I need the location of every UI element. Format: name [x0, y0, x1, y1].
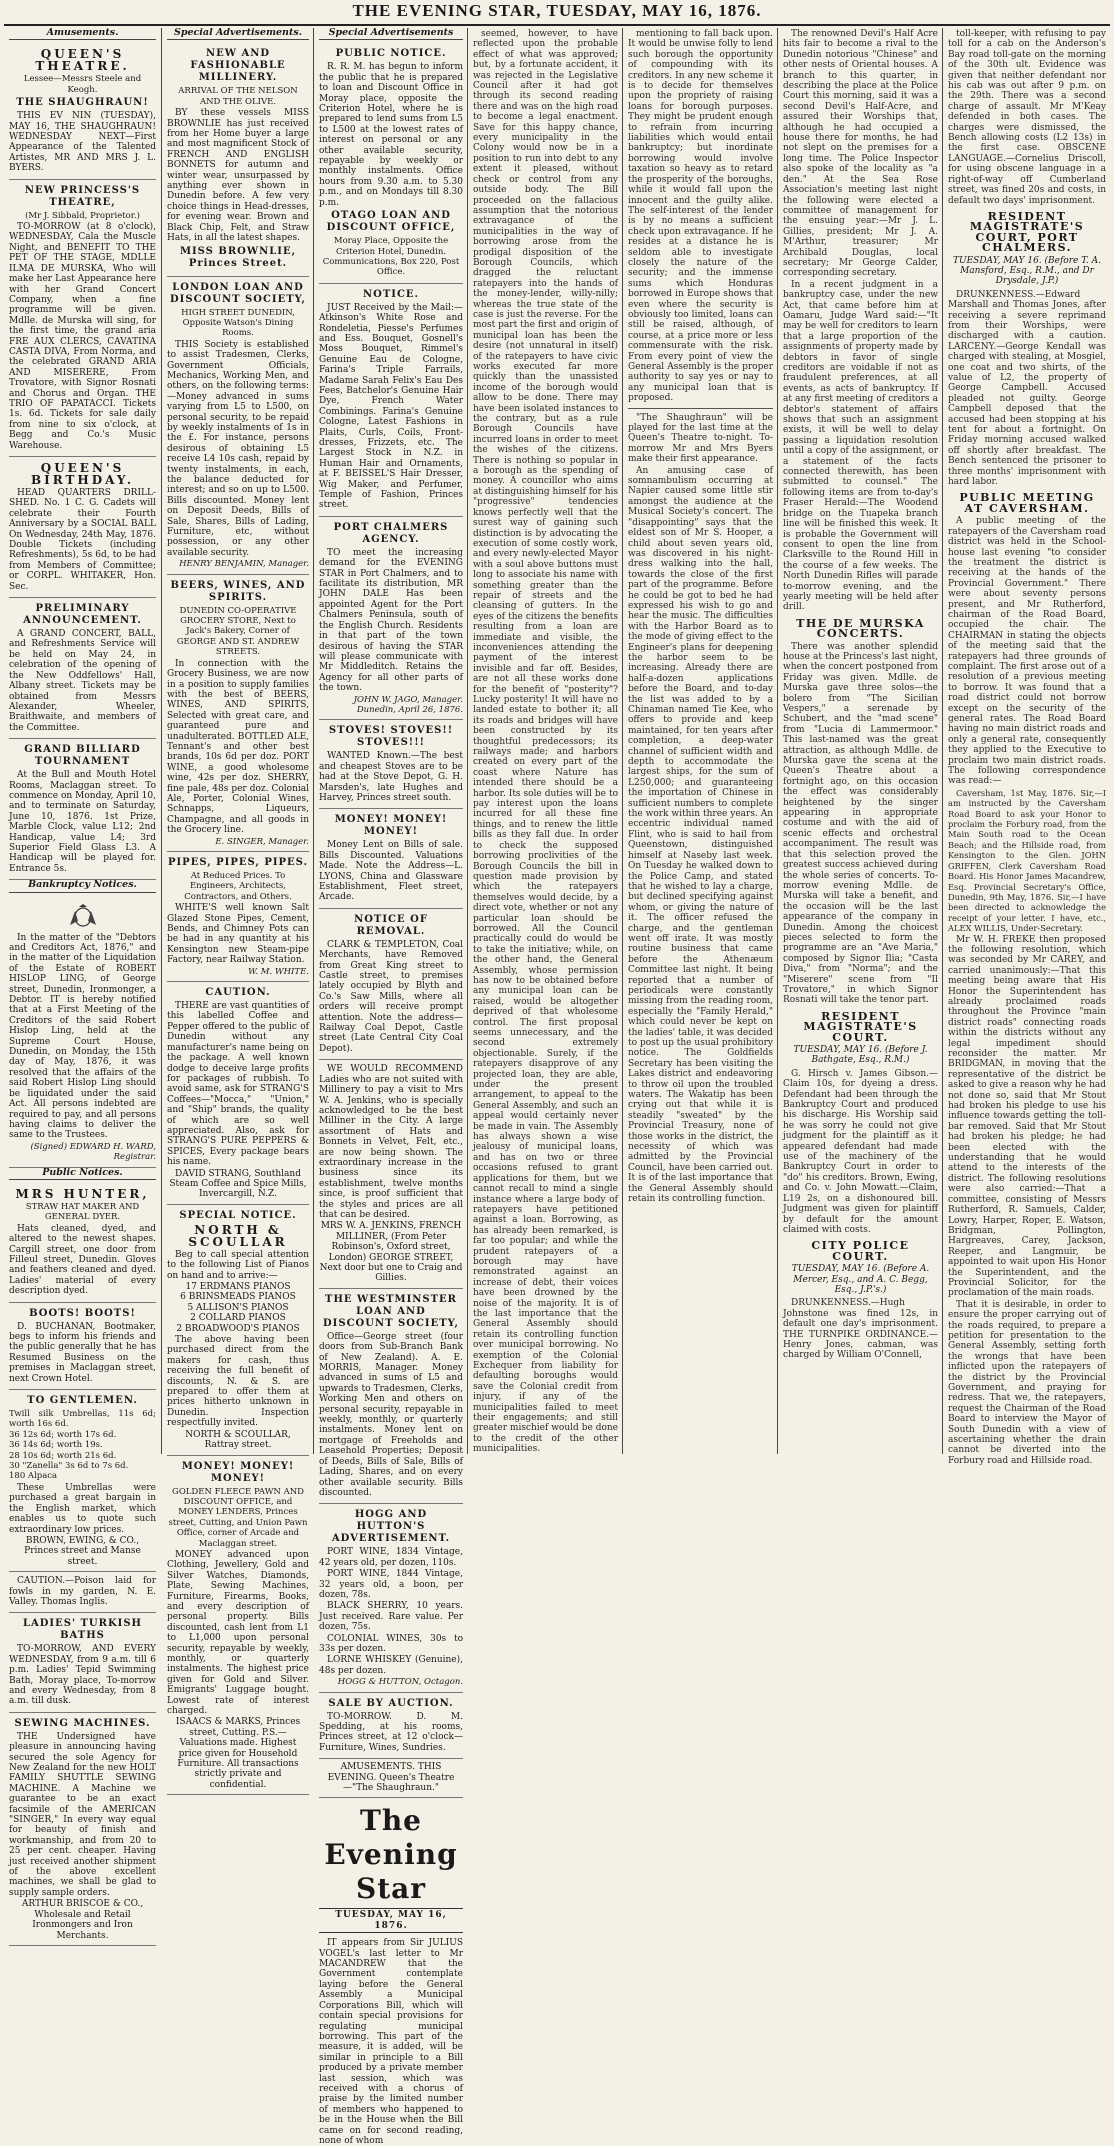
column-6 — [777, 28, 943, 1454]
ad-westminster-loan — [319, 1289, 463, 1505]
ad-body: TO meet the increasing demand for the EVENING STAR in Port Chalmers, and to facilitate its distribution, MR JOHN DALE Has been appointed Agent for the Port Chalmers Peninsula, south of the English Church. Residents in that part of the town desirous of having the STAR will please communicate with Mr Middleditch. Retains the Agency for all other parts of the town. — [319, 547, 463, 694]
ad-beers-wines — [167, 575, 309, 852]
piano-item: 6 BRINSMEADS PIANOS — [180, 1292, 296, 1303]
ad-body: WE WOULD RECOMMEND Ladies who are not suited with Millinery to pay a visit to Mrs W. A. Jenkins, who is specially acknowledged to be the best Milliner in the City. A large assortment of Hats and Bonnets in Velvet, Felt, etc., are now being shown. The extraordinary increase in the business since its establishment, twelve months since, is proof sufficient that the styles and prices are all that can be desired. — [319, 1064, 463, 1220]
piano-item: 2 COLLARD PIANOS — [190, 1313, 286, 1324]
article-heading-de-murska: THE DE MURSKA CONCERTS. — [796, 616, 925, 641]
ad-body: R. R. M. has begun to inform the public that he is prepared to loan and Discount Office in Moray place, opposite the Criterion Hotel, where he is prepared to lend sums from L5 to L500 at the lowest rates of interest on personal or any other available security, repayable by weekly or monthly instalments. Office hours from 9.30 a.m. to 5.30 p.m., and on Mondays till 8.30 p.m. — [319, 62, 463, 208]
column-3 — [313, 27, 468, 2146]
ad-signature: ARTHUR BRISCOE & CO., Wholesale and Retail Ironmongers and Iron Merchants. — [21, 1899, 144, 1941]
masthead-rule — [4, 24, 1110, 26]
ad-title: BOOTS! BOOTS! — [29, 1307, 136, 1319]
price-row: 180 Alpaca — [9, 1471, 58, 1482]
ad-body: THIS Society is established to assist Tradesmen, Clerks, Government Officials, Mechanics, Working Men, and others, on the following terms:—Money advanced in sums varying from L5 to L500, on personal security, to be repaid by weekly instalments of 1s in the £. For instance, persons desirous of obtaining L5 receive L4 10s cash, repaid by twenty instalments, in each, the balance deducted for interest; and so on up to L500. Bills discounted. Money lent on Deposit Deeds, Bills of Sale, Shares, Bills of Lading, Furniture, etc, without possession, or any other available security. — [167, 339, 309, 558]
article-heading-police-court: CITY POLICE COURT. — [811, 1239, 910, 1263]
ad-body: WANTED Known.—The best and cheapest Stoves are to be had at the Stove Depot, G. H. Marsden's, late Hughes and Harvey, Princes street south. — [319, 751, 463, 803]
ad-body: Hats cleaned, dyed, and altered to the newest shapes. Cargill street, one door from Filleul street, Dunedin. Gloves and feathers cleaned and dyed. Ladies' material of every description dyed. — [9, 1223, 156, 1297]
ad-body: MONEY advanced upon Clothing, Jewellery, Gold and Silver Watches, Diamonds, Plate, Sewing Machines, Furniture, Firearms, Books, and every description of personal property. Bills discounted, cash lent from L1 to L1,000 upon personal security, repayable by weekly, monthly, or quarterly instalments. The highest price given for Gold and Silver. Emigrants' Luggage bought. Lowest rate of interest charged. — [167, 1549, 309, 1717]
column-7 — [942, 28, 1111, 1466]
ad-sewing-machines — [9, 1713, 156, 1946]
article-heading-port-chalmers-court: RESIDENT MAGISTRATE'S COURT, PORT CHALMERS. — [969, 209, 1085, 255]
price-row: 28 10s 6d; worth 21s 6d. — [9, 1450, 117, 1461]
ad-subtitle: DUNEDIN CO-OPERATIVE GROCERY STORE, Next to Jack's Bakery, Corner of GEORGE AND ST. ANDREW STREETS. — [176, 605, 300, 658]
ad-signature: (Signed) EDWARD H. WARD, Registrar. — [30, 1141, 156, 1163]
ad-title: MONEY! MONEY! MONEY! — [181, 1460, 295, 1484]
column-4 — [467, 28, 623, 1454]
ad-signature: E. SINGER, Manager. — [215, 836, 309, 847]
ad-buchanan-boots — [9, 1303, 156, 1390]
ad-body: The above having been purchased direct from the makers for cash, thus receiving the full benefit of discounts, N. & S. are prepared to offer them at prices hitherto unknown in Dunedin. Inspection respectfully invited. — [167, 1335, 309, 1429]
article-caversham-meeting: A public meeting of the ratepayers of the Caversham road district was held in the School-house last evening "to consider the treatment the district is receiving at the hands of the Provincial Government." There were about seventy persons present, and Mr Rutherford, chairman of the Road Board, occupied the chair. The CHAIRMAN in stating the objects of the meeting said that the ratepayers had three grounds of complaint. The first arose out of a resolution of a previous meeting to borrow. It was found that a road district could not borrow except on the security of the general rates. The Road Board having no main district roads and only a general rate, consequently they applied to the Executive to proclaim two main district roads. The following correspondence was read:— — [948, 516, 1106, 787]
ad-title: PORT CHALMERS AGENCY. — [333, 521, 449, 545]
newspaper-nameplate: The Evening Star — [324, 1804, 458, 1906]
ad-body: TO-MORROW. D. M. Spedding, at his rooms, Princes street, at 12 o'clock—Furniture, Wines, Sundries. — [319, 1711, 463, 1753]
ad-subtitle: STRAW HAT MAKER AND GENERAL DYER. — [25, 1201, 140, 1223]
ad-body: TO-MORROW (at 8 o'clock), WEDNESDAY, Cala the Muscle Night, and BENEFIT TO THE PET OF THE STAGE, MDLLE ILMA DE MURSKA, Who will make her Last Appearance here with her Grand Concert Company, when a fine programme will be given. Mdlle. de Murska will sing, for the first time, the grand aria FRE AUX CLERCS, CAVATINA CASTA DIVA, From Norma, and the celebrated GRAND ARIA AND MISERERE, From Trovatore, with Signor Rosnati and Chorus and Organ. THE TRIO OF PAPATACCI. Tickets 1s. 6d. Tickets for sale daily from nine to six o'clock, at Begg and Co.'s Music Warehouse. — [9, 222, 156, 451]
section-heading-special: Special Advertisements — [319, 28, 463, 40]
ad-signature: MRS W. A. JENKINS, FRENCH MILLINER, (From Peter Robinson's, Oxford street, London) GEORGE STREET, Next door but one to Craig and Gillies. — [319, 1221, 463, 1284]
article-subheading: TUESDAY, MAY 16. (Before T. A. Mansford, Esq., R.M., and Dr Drysdale, J.P.) — [953, 255, 1101, 287]
ad-sale-by-auction — [319, 1693, 463, 1760]
ad-mrs-hunter — [9, 1183, 156, 1303]
ad-pipes — [167, 852, 309, 982]
ad-title: LONDON LOAN AND DISCOUNT SOCIETY, — [170, 281, 306, 305]
ad-london-loan — [167, 277, 309, 575]
ad-subtitle: At Reduced Prices. To Engineers, Architects, Contractors, and Others. — [184, 871, 292, 902]
news-items: An amusing case of somnambulism occurring at Napier caused some little stir amongst the audience at the Musical Society's concert. The "disappointing" says that the eldest son of Mr S. Hooper, a child about seven years old, was discovered in his night-dress walking into the hall, towards the close of the first part of the programme. Before he could be got to bed he had expressed his wish to go and hear the music. The difficulties with the Harbor Board as to the mode of giving effect to the Engineer's plans for deepening the harbor seem to be increasing. Already there are half-a-dozen applications before the Board, and to-day the list was added to by a Chinaman named Tie Kee, who offers to provide and keep maintained, for ten years after completion, a deep-water channel of sufficient width and depth to accommodate the largest ships, for the sum of L250,000; and guaranteeing the importation of Chinese in sufficient numbers to complete the work within three years. An eccentric individual named Flint, who is said to hail from Queenstown, distinguished himself at Naseby last week. On Tuesday he walked down to the Police Camp, and stated that he wished to lay a charge, but declined specifying against whom, or giving the nature of it. The officer refused the charge, and the gentleman went off irate. It was mostly routine business that came before the Athenæum Committee last night. It being reported that a number of periodicals were constantly missing from the reading room, especially the "Family Herald," which could never be kept on the ladies' table, it was decided to post up the usual prohibitory notice. The Goldfields Secretary has been visiting the Lakes district and endeavoring to throw oil upon the troubled waters. The Wakatip has been crying out that while it is steadily "sweated" by the Provincial Treasury, none of those works in the district, the necessity of which was admitted by the Provincial Council, have been carried out. It is of the last importance that the General Assembly should retain its controlling function. — [628, 465, 773, 1205]
article-heading-caversham-meeting: PUBLIC MEETING AT CAVERSHAM. — [959, 491, 1095, 515]
ad-signature: W. M. WHITE. — [248, 966, 309, 977]
editorial-conclusion: mentioning to fall back upon. It would be unwise folly to lend such borough the opportunity of compounding with its creditors. In any new scheme it is to decide for themselves upon the propriety of raising loans for borough purposes. They might be prudent enough to refrain from incurring liabilities which would entail bankruptcy; but inordinate borrowing would involve taxation so heavy as to retard the prosperity of the boroughs, while it would fall upon the innocent and the guilty alike. The self-interest of the lender is by no means a sufficient check upon extravagance. If he resides at a distance he is seldom able to investigate closely the nature of the security; and the immense sums which Honduras borrowed in Europe shows that even where the security is obviously too limited, loans can still be raised, although, of course, at a price more or less commensurate with the risk. From every point of view the General Assembly is the proper authority to say yes or nay to any municipal loan that is proposed. — [628, 29, 773, 404]
section-heading-amusements: Amusements. — [9, 28, 156, 40]
ad-title: NOTICE OF REMOVAL. — [354, 913, 428, 937]
price-row: 36 14s 6d; worth 19s. — [9, 1440, 103, 1451]
article-police-court-continued: toll-keeper, with refusing to pay toll for a cab on the Anderson's Bay road toll-gate on the morning of the 30th ult. Evidence was given that neither defendant nor his cab was out after 9 p.m. on the 29th. There was a second charge of assault. Mr M'Keay defended in both cases. The charges were dismissed, the Bench allowing costs (L2 13s) in the first case. OBSCENE LANGUAGE.—Cornelius Driscoll, for using obscene language in a right-of-way off Cumberland street, was fined 20s and costs, in default two days' imprisonment. — [948, 29, 1106, 206]
ad-body: D. BUCHANAN, Bootmaker, begs to inform his friends and the public generally that he has Resumed Business on the premises in Maclaggan street, next Crown Hotel. — [9, 1321, 156, 1384]
piano-item: 17 ERDMANS PIANOS — [185, 1282, 291, 1292]
ad-signature: JOHN W. JAGO, Manager. Dunedin, April 26, 1876. — [353, 694, 463, 715]
wine-item: PORT WINE, 1834 Vintage, 42 years old, per dozen, 110s. — [319, 1547, 463, 1568]
ad-body: THIS EV NIN (TUESDAY), MAY 16, THE SHAUGHRAUN! WEDNESDAY NEXT—First Appearance of the Talented Artistes, MR AND MRS J. L. BYERS. — [9, 111, 156, 174]
ad-body: Office—George street (four doors from Sub-Branch Bank of New Zealand). A. E. MORRIS, Manager. Money advanced in sums of L5 and upwards to Tradesmen, Clerks, Working Men and others on personal security, repayable in weekly, monthly, or quarterly instalments. Money lent on mortgage of Freeholds and Leasehold Properties; Deposit of Deeds, Bills of Sale, Bills of Lading, Shares, and on every other available security. Bills discounted. — [319, 1331, 463, 1498]
ad-title: PIPES, PIPES, PIPES. — [167, 857, 309, 868]
ad-title: PRELIMINARY ANNOUNCEMENT. — [23, 603, 142, 627]
ad-title: QUEEN'S BIRTHDAY. — [30, 461, 135, 487]
ad-title: BEERS, WINES, AND SPIRITS. — [170, 579, 306, 603]
article-rm-court: G. Hirsch v. James Gibson.—Claim 10s, for dyeing a dress. Defendant had been through the Bankruptcy Court and produced his discharge. His Worship said he was sorry he could not give judgment for the plaintiff as it appeared defendant had made use of the machinery of the Bankruptcy Court in order to "do" his creditors. Brown, Ewing, and Co. v. John Mowatt.—Claim, L19 2s, on a dishonoured bill. Judgment was given for plaintiff by default for the amount claimed with costs. — [783, 1068, 938, 1235]
column-1 — [4, 27, 161, 1941]
ad-notice-removal — [319, 909, 463, 1060]
ad-queens-theatre — [9, 43, 156, 179]
ad-queens-birthday — [9, 457, 156, 598]
ad-body: JUST Received by the Mail:—Atkinson's White Rose and Rondeletia, Piesse's Perfumes and Ess. Bouquet, Gosnell's Moss Bouquet, Rimmel's Genuine Eau de Cologne, Farina's Triple Farrails, Madame Sarah Felix's Eau Des Fees, Batchelor's Genuine Hair Dye, French Water Combinings. Farina's Genuine Cologne, Latest Fashions in Plaits, Curls, Coils, Front-dresses, Frizzets, etc. The Largest Stock in N.Z. in Human Hair and Ornaments, at F. BEISSEL'S Hair Dresser, Wig Maker, and Perfumer, Temple of Fashion, Princes street. — [319, 302, 463, 511]
ad-body: TO-MORROW, AND EVERY WEDNESDAY, from 9 a.m. till 6 p.m. Ladies' Tepid Swimming Bath, Moray place, To-morrow and every Wednesday, from 8 a.m. till dusk. — [9, 1644, 156, 1707]
news-item-shaughraun: "The Shaughraun" will be played for the last time at the Queen's Theatre to-night. To-morrow Mr and Mrs Byers make their first appearance. — [628, 412, 773, 465]
ad-pianos — [167, 1205, 309, 1456]
ad-perfumes — [319, 284, 463, 517]
correspondence-letters: Caversham, 1st May, 1876. Sir,—I am instructed by the Caversham Road Board to ask your Honor to proclaim the Forbury road, from the Main South road to the Ocean Beach; and the Hillside road, from Kensington to the Glen. JOHN GRIFFEN, Clerk Caversham Road Board. His Honor James Macandrew, Esq. Provincial Secretary's Office, Dunedin, 9th May, 1876. Sir,—I have been directed to acknowledge the receipt of your letter. I have, etc., ALEX WILLIS, Under-Secretary. — [948, 787, 1106, 934]
divider — [628, 408, 773, 409]
ad-body: BY these vessels MISS BROWNLIE has just received from her Home buyer a large and most magnificent Stock of FRENCH AND ENGLISH BONNETS for autumn and winter wear, unsurpassed by anything ever shown in Dunedin before. A few very choice things in Head-dresses, for evening wear. Brown and Black Chip, Felt, and Straw Hats, in all the latest shapes. — [167, 108, 309, 244]
ad-title: MRS HUNTER, — [15, 1186, 150, 1201]
ad-body: AMUSEMENTS. THIS EVENING. Queen's Theatre—"The Shaughraun." — [327, 1762, 455, 1794]
ad-subtitle: ARRIVAL OF THE NELSON AND THE OLIVE. — [178, 86, 298, 107]
ad-subtitle: GOLDEN FLEECE PAWN AND DISCOUNT OFFICE, and MONEY LENDERS, Princes street, Cutting, and Union Pawn Office, corner of Arcade and Maclaggan street. — [168, 1486, 308, 1549]
umbrella-price-list — [9, 1409, 156, 1482]
section-heading-public-notices: Public Notices. — [9, 1168, 156, 1180]
ad-title: SEWING MACHINES. — [14, 1717, 151, 1729]
ad-title: MONEY! MONEY! MONEY! — [334, 814, 448, 838]
ad-signature: HENRY BENJAMIN, Manager. — [179, 559, 309, 570]
ad-body: In the matter of the "Debtors and Creditors Act, 1876," and in the matter of the Liquidation of the Estate of ROBERT HISLOP LING, of George street, Dunedin, Ironmonger, a Debtor. IT is hereby notified that at a First Meeting of the Creditors of the said Robert Hislop Ling, held at the Supreme Court House, Dunedin, on Monday, the 15th day of May, 1876, it was resolved that the affairs of the said Robert Hislop Ling should be liquidated under the said Act. All persons indebted are required to pay, and all persons having claims to deliver the same to the Trustees. — [9, 932, 156, 1141]
article-subheading: TUESDAY, MAY 16. (Before J. Bathgate, Esq., R.M.) — [793, 1045, 928, 1066]
ad-body: At the Bull and Mouth Hotel Rooms, Maclaggan street. To commence on Monday, April 10, and to terminate on Saturday, June 10, 1876. 1st Prize, Marble Clock, value L12; 2nd Handicap, value L4; 3rd Superior Field Glass L3. A Handicap will be played for. Entrance 5s. — [9, 770, 156, 874]
ad-signature: MISS BROWNLIE, Princes Street. — [179, 245, 297, 269]
ad-signature: NORTH & SCOULLAR, Rattray street. — [185, 1429, 291, 1451]
article-de-murska: There was another splendid house at the Princess's last night, when the concert postponed from Friday was given. Mdlle. de Murska gave three solos—the bolero from "The Sicilian Vespers," a serenade by Schubert, and the "mad scene" from "Lucia di Lammermoor." This last-named was the great attraction, as although Mdlle. de Murska gave the scena at the Queen's Theatre about a fortnight ago, on this occasion the effect was considerably heightened by the singer appearing in appropriate costume and with the aid of scenic effects and orchestral accompaniment. The result was that this selection proved the greatest success achieved during the whole series of concerts. To-morrow evening Mdlle. de Murska will take a benefit, and the occasion will be the last appearance of the company in Dunedin. Among the choicest pieces selected to form the programme are an "Ave Maria," composed by Signor Ilia; "Casta Diva," from "Norma"; and the "Miserere" scene from "Il Trovatore," in which Signor Rosnati will take the tenor part. — [783, 641, 938, 1006]
ad-golden-fleece — [167, 1456, 309, 1796]
ad-preliminary-announcement — [9, 598, 156, 739]
ad-body: These Umbrellas were purchased a great bargain in the English market, which enables us to quote such extraordinary low prices. — [9, 1482, 156, 1535]
section-heading-special: Special Advertisements. — [167, 28, 309, 40]
ad-hogg-hutton — [319, 1504, 463, 1692]
ad-title: PUBLIC NOTICE. — [335, 48, 447, 60]
price-row: Twill silk Umbrellas, 11s 6d; worth 16s 6d. — [9, 1409, 156, 1430]
ad-body: CLARK & TEMPLETON, Coal Merchants, have Removed from Great King street to Castle street, to premises lately occupied by Blyth and Co.'s Saw Mills, where all orders will receive prompt attention. Note the address—Railway Coal Depot, Castle street (Late Central City Coal Depot). — [319, 939, 463, 1054]
ad-title: LADIES' TURKISH BATHS — [22, 1618, 143, 1642]
ad-play: THE SHAUGHRAUN! — [16, 97, 149, 109]
ad-body: THE Undersigned have pleasure in announcing having secured the sole Agency for New Zealand for the new HOLT FAMILY SHUTTLE SEWING MACHINE. A Machine we guarantee to be an exact facsimile of the AMERICAN "SINGER," In every way equal for beauty of finish and workmanship, and from 20 to 25 per cent. cheaper. Having just received another shipment of the above excellent machines, we shall be glad to supply sample orders. — [9, 1731, 156, 1898]
article-caversham-meeting-continued: Mr W. H. FREKE then proposed the following resolution, which was seconded by Mr CAREY, and carried unanimously:—That this meeting being aware that His Honor the Superintendent has already proclaimed roads throughout the Province "main district roads" connecting roads within the districts without any legal impediment should reconsider the matter. Mr BRIDGMAN, in moving that the representative of the district be asked to give a reason why he had not done so, said that Mr Stout had broken his pledge to use his influence towards getting the toll-bar removed. Said that Mr Stout had broken his pledge; he had been elected with the understanding that he would attend to the interests of the district. The following resolutions were also carried:—That a committee, consisting of Messrs Rutherford, R. Samuels, Calder, Lowry, Harper, Roper, E. Watson, Bridgman, Pollington, Hargreaves, Carey, Jackson, Reeper, and Langmuir, be appointed to wait upon His Honor the Superintendent, and the Provincial Solicitor, for the proclamation of the main roads. — [948, 934, 1106, 1299]
ad-title: STOVES! STOVES!! STOVES!!! — [328, 725, 454, 749]
ad-title: HOGG AND HUTTON'S ADVERTISEMENT. — [331, 1509, 451, 1545]
ad-to-gentlemen — [9, 1390, 156, 1572]
ad-title: QUEEN'S THEATRE. — [35, 47, 130, 74]
ad-body: CAUTION.—Poison laid for fowls in my garden, N. E. Valley. Thomas Inglis. — [9, 1576, 156, 1607]
ad-body: A GRAND CONCERT, BALL, and Refreshments Service will be held on May 24, in celebration of the opening of the New Oddfellows' Hall, Albany street. Tickets may be obtained from Messrs Alexander, Wheeler, Braithwaite, and members of the Committee. — [9, 629, 156, 733]
ad-billiard-tournament — [9, 739, 156, 880]
ad-title: NOTICE. — [362, 288, 420, 300]
article-police-court: DRUNKENNESS.—Hugh Johnstone was fined 12s, in default one day's imprisonment. THE TURNPIKE ORDINANCE.—Henry Jones, cabman, was charged by William O'Connell, — [783, 1298, 938, 1361]
ad-signature: OTAGO LOAN AND DISCOUNT OFFICE, — [326, 210, 456, 234]
ad-title: CAUTION. — [205, 987, 271, 999]
column-5 — [622, 28, 778, 1454]
ad-title: THE WESTMINSTER LOAN AND DISCOUNT SOCIETY, — [323, 1293, 459, 1329]
ad-signature: DAVID STRANG, Southland Steam Coffee and Spice Mills, Invercargill, N.Z. — [169, 1168, 307, 1200]
editorial-continued: seemed, however, to have reflected upon the probable effect of what was approved; but, by a fortunate accident, it was rejected in the Legislative Council after it had got through its second reading there and was on the high road to become a legal enactment. Save for this happy chance, every municipality in the Colony would now be in a position to run into debt to any extent it pleased, without check or control from any outside body. The Bill proceeded on the fallacious assumption that the notorious extravagance of the municipalities in the way of borrowing arose from the prodigal disposition of the Borough Councils, which dragged the reluctant ratepayers into the hands of the money-lender, willy-nilly; whereas the true state of the case is just the reverse. For the most part the first and origin of municipal loan has been the desire (not unnatural in itself) of the ratepayers to have civic works executed far more quickly than the unassisted income of the borough would allow to be done. There may have been isolated instances to the contrary, but as a rule Borough Councils have incurred loans in order to meet the wishes of the citizens. There is nothing so popular in a borough as the spending of money. A councillor who aims at distinguishing himself for his "progressive" tendencies knows perfectly well that the surest way of gaining such distinction is by advocating the execution of some costly work, and every newly-elected Mayor with a soul above buttons must long to associate his name with something greater than the repair of streets and the cleansing of gutters. In the eyes of the citizens the benefits resulting from a loan are immediate and visible, the inconveniences attending the payment of the interest invisible and far off. Besides, are not all these works done for the benefit of "posterity"? Lucky posterity! It will have no landed estate to bother it; all its roads and bridges will have been constructed by its thoughtful predecessors; its railways made; and harbors created on every part of the coast where Nature has intended there should be a harbor. Its sole duties will be to pay interest upon the loans incurred for all these fine things, and to renew the little bills as they fall due. In order to check the supposed borrowing proclivities of the Borough Councils the bill in question made provision by which the ratepayers themselves would decide, by a direct vote, whether or not any particular loan should be borrowed. All the Council practically could do would be to take the initiative; while, on the other hand, the General Assembly, whose permission has now to be obtained before any municipal loan can be raised, would be altogether deprived of that wholesome control. The first proposal seems unnecessary, and the second extremely objectionable. Surely, if the ratepayers disapprove of any projected loan, they are able, under the present arrangement, to appeal to the General Assembly, and such an appeal would certainly never be made in vain. The Assembly has always shown a wise jealousy of municipal loans, and has on two or three occasions refused to grant applications for them, but we cannot recall to mind a single instance where a large body of ratepayers have petitioned against a loan. Borrowing, as has already been remarked, is far too popular; and while the prudent ratepayers of a borough may have remonstrated against an increase of debt, their voices have been drowned by the noise of the majority. It is of the last importance that the General Assembly should retain its controlling function over municipal borrowing. No exemption of the Colonial Exchequer from liability for defaulting boroughs would save the Colonial credit from injury, if any of the municipalities failed to meet their engagements; and still greater mischief would be done to the credit of the other municipalities. — [473, 29, 618, 1455]
ad-body: Money Lent on Bills of sale. Bills Discounted. Valuations Made. Note the Address—L. LYONS, China and Glassware Establishment, Fleet street, Arcade. — [319, 840, 463, 903]
ad-port-chalmers-agency — [319, 517, 463, 721]
wine-item: PORT WINE, 1844 Vintage, 32 years old, a boon, per dozen, 78s. — [319, 1569, 463, 1600]
ad-caution-coffee — [167, 982, 309, 1205]
piano-item: 5 ALLISON'S PIANOS — [187, 1302, 289, 1313]
ad-subtitle: Moray Place, Opposite the Criterion Hotel, Dunedin. Communications, Box 220, Post Office. — [322, 236, 460, 278]
editorial-dateline: TUESDAY, MAY 16, 1876. — [319, 1908, 463, 1933]
price-row: 30 "Zanella" 3s 6d to 7s 6d. — [9, 1461, 129, 1472]
ad-title: SALE BY AUCTION. — [328, 1697, 454, 1709]
ad-princess-theatre — [9, 180, 156, 457]
ad-title: NEW PRINCESS'S THEATRE, — [24, 184, 141, 208]
ad-title: SPECIAL NOTICE. — [179, 1209, 297, 1221]
news-items: In a recent judgment in a bankruptcy case, under the new Act, that came before him at Oamaru, Judge Ward said:—"It may be well for creditors to learn that a large proportion of the assignments of property made by debtors in favor of single creditors are voidable if not as fraudulent preferences, at all events, as acts of bankruptcy. If at any first meeting of creditors a debtor's statement of affairs shows that such an assignment exists, it will be well to delay passing a liquidation resolution until a copy of the assignment, or a statement of the facts connected therewith, has been submitted to counsel." The following items are from to-day's Fraser Herald:—The Woodend bridge on the Tuapeka branch line will be finished this week. It is probable the Government will consent to open the line from Clarksville to the Round Hill in the course of a few weeks. The North Dunedin Rifles will parade to-morrow evening, and the yearly meeting will be held after drill. — [783, 279, 938, 613]
ad-millinery — [167, 43, 309, 276]
ad-subtitle: HIGH STREET DUNEDIN, Opposite Watson's Dining Rooms. — [181, 307, 295, 339]
notice-bankruptcy — [9, 896, 156, 1168]
article-caversham-resolutions: That it is desirable, in order to ensure the proper carrying out of the roads required, to prepare a petition for presentation to the General Assembly, setting forth the wrongs that have been inflicted upon the ratepayers of the district by the Provincial Government, and praying for redress. That we, the ratepayers, request the Chairman of the Road Board to interview the Mayor of South Dunedin with a view of ascertaining whether the drain cannot be diverted into the Forbury road and Hillside road. — [948, 1299, 1106, 1466]
ad-subtitle: Lessee—Messrs Steele and Keogh. — [23, 74, 142, 95]
ad-signature: HOGG & HUTTON, Octagon. — [337, 1677, 463, 1688]
wine-item: LORNE WHISKEY (Genuine), 48s per dozen. — [319, 1655, 463, 1676]
column-2 — [161, 27, 314, 1790]
ad-title: TO GENTLEMEN. — [27, 1395, 138, 1407]
ad-signature: ISAACS & MARKS, Princes street, Cutting. P.S.—Valuations made. Highest price given for Household Furniture. All transactions strictly private and confidential. — [175, 1717, 301, 1790]
ad-caution-poison — [9, 1572, 156, 1613]
wine-item: BLACK SHERRY, 10 years. Just received. Rare value. Per dozen, 75s. — [319, 1601, 463, 1633]
article-subheading: TUESDAY, MAY 16. (Before A. Mercer, Esq., and A. C. Begg, Esq., J.P.'s.) — [791, 1264, 930, 1295]
ad-subtitle: (Mr J. Sibbald, Proprietor.) — [25, 210, 140, 221]
article-port-chalmers-court: DRUNKENNESS.—Edward Marshall and Thomas Jones, after receiving a severe reprimand from their Worships, were discharged with a caution. LARCENY.—George Kendall was charged with stealing, at Mosgiel, one coat and two shirts, of the value of L2, the property of George Campbell. Accused pleaded not guilty. George Campbell deposed that the accused had been stopping at his tent for about a fortnight. On Friday morning accused walked off shortly after breakfast. The Bench sentenced the prisoner to three months' imprisonment with hard labor. — [948, 289, 1106, 488]
amusements-this-evening — [319, 1759, 463, 1798]
ad-title: GRAND BILLIARD TOURNAMENT — [24, 744, 141, 768]
ad-turkish-baths — [9, 1613, 156, 1712]
ad-body: WHITE'S well known Salt Glazed Stone Pipes, Cement, Bends, and Chimney Pots can be had in any quantity at his Kensington new Steam-pipe Factory, near Railway Station. — [167, 903, 309, 966]
ad-body: Beg to call special attention to the following List of Pianos on hand and to arrive:— — [167, 1249, 309, 1281]
ad-body: In connection with the Grocery Business, we are now in a position to supply families with the best of BEERS, WINES, AND SPIRITS, Selected with great care, and guaranteed pure and unadulterated. BOTTLED ALE, Tennant's and other best brands, 10s 6d per doz. PORT WINE, a good wholesome wine, 42s per doz. SHERRY, fine pale, 48s per doz. Colonial Ale, Porter, Colonial Wines, Schnapps, Liqueurs, Champagne, and all goods in the Grocery line. — [167, 658, 309, 836]
ad-body: THERE are vast quantities of this labelled Coffee and Pepper offered to the public of Dunedin without any manufacturer's name being on the package. A well known dodge to deceive large profits for packages of rubbish. To avoid same, ask for STRANG'S Coffees—"Mocca," "Union," and "Ship" brands, the quality of which are so well appreciated. Also, ask for STRANG'S PURE PEPPERS & SPICES, Every package bears his name. — [167, 1001, 309, 1168]
ad-body: HEAD QUARTERS DRILL-SHED. No. 1 C. G. Cadets will celebrate their Fourth Anniversary by a SOCIAL BALL On Wednesday, 24th May, 1876. Double Tickets (including Refreshments), 5s 6d, to be had from Members of Committee; or CORPL. WHITAKER, Hon. Sec. — [9, 488, 156, 592]
editorial-article: IT appears from Sir JULIUS VOGEL's last letter to Mr MACANDREW that the Government contemplate laying before the General Assembly a Municipal Corporations Bill, which will contain special provisions for regulating municipal borrowing. This part of the measure, it is added, will be similar in principle to a Bill produced by a private member last session, which was received with a chorus of praise by the limited number of members who happened to be in the House when the Bill came on for second reading, none of whom — [319, 1938, 463, 2146]
article-heading-rm-court: RESIDENT MAGISTRATE'S COURT. — [803, 1009, 918, 1044]
price-row: 36 12s 6d; worth 17s 6d. — [9, 1429, 117, 1440]
ad-signature: BROWN, EWING, & CO., Princes street and Manse street. — [24, 1535, 141, 1567]
wine-item: COLONIAL WINES, 30s to 33s per dozen. — [319, 1633, 463, 1654]
piano-item: 2 BROADWOOD'S PIANOS — [176, 1323, 300, 1334]
ad-title: NEW AND FASHIONABLE MILLINERY. — [190, 48, 286, 84]
section-heading-bankruptcy: Bankruptcy Notices. — [9, 880, 156, 892]
ad-public-notice-loan — [319, 43, 463, 283]
news-items: The renowned Devil's Half Acre hits fair to become a rival to the Dunedin notorious "Chinese" and other nests of Oriental houses. A branch to this quarter, in describing the place at the Police Court this morning, said it was a second Devil's Half-Acre, and assured their Worships that, although he had occupied a house there for months, he had not slept on the premises for a long time. The Police Inspector also spoke of the locality as "a den." At the Sea Rose Association's meeting last night the following were elected a committee of management for the ensuing year:—Mr J. L. Gillies, president; Mr J. A. M'Arthur, treasurer; Mr Archibald Douglas, local secretary; Mr George Calder, corresponding secretary. — [783, 29, 938, 279]
ad-title: NORTH & SCOULLAR — [188, 1222, 288, 1249]
royal-crest-icon — [66, 903, 100, 929]
masthead: THE EVENING STAR, TUESDAY, MAY 16, 1876. — [352, 1, 762, 20]
ad-jenkins-milliner — [319, 1060, 463, 1289]
ad-stoves — [319, 720, 463, 809]
ad-money-lyons — [319, 809, 463, 908]
